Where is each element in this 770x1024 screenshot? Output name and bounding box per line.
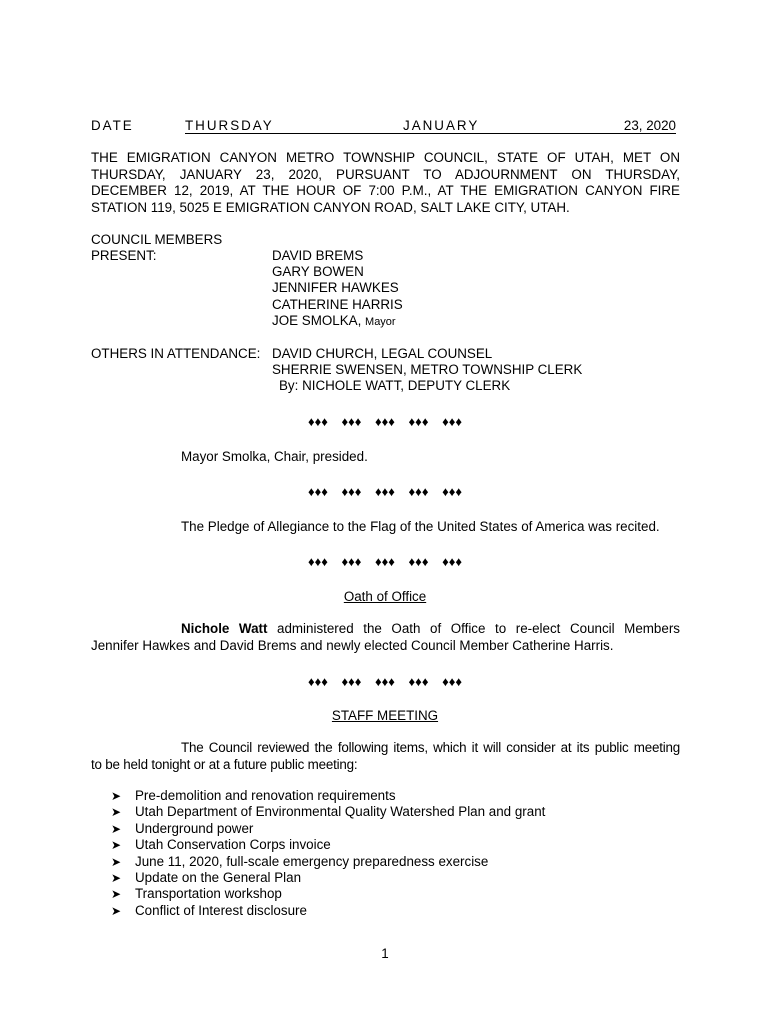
- oath-line1-rest: administered the Oath of Office to re-elect Council Members: [277, 621, 680, 636]
- oath-line2: Jennifer Hawkes and David Brems and newly elected Council Member Catherine Harris.: [91, 637, 614, 653]
- arrow-bullet-icon: ➤: [111, 805, 122, 820]
- mayor-suffix: Mayor: [365, 316, 396, 328]
- others-label: OTHERS IN ATTENDANCE:: [91, 346, 261, 361]
- arrow-bullet-icon: ➤: [111, 789, 122, 803]
- council-member: JOE SMOLKA,: [272, 313, 362, 328]
- list-item-text: June 11, 2020, full-scale emergency preparedness exercise: [135, 853, 489, 869]
- list-item-text: Transportation workshop: [135, 886, 282, 902]
- list-item: [111, 788, 545, 804]
- staff-paragraph: [91, 740, 680, 773]
- council-label-line1: COUNCIL MEMBERS: [91, 232, 223, 247]
- arrow-bullet-icon: ➤: [111, 903, 122, 918]
- date-underline: [185, 133, 676, 134]
- council-member: DAVID BREMS: [272, 248, 364, 263]
- pledge-text: The Pledge of Allegiance to the Flag of the United States of America was recited.: [181, 519, 660, 534]
- staff-heading: STAFF MEETING: [331, 708, 439, 723]
- date-month: JANUARY: [403, 118, 480, 133]
- separator-diamonds: ♦♦♦ ♦♦♦ ♦♦♦ ♦♦♦ ♦♦♦: [308, 484, 462, 499]
- council-member: CATHERINE HARRIS: [272, 297, 403, 312]
- list-item-text: Utah Conservation Corps invoice: [135, 837, 331, 853]
- oath-paragraph: [91, 621, 680, 654]
- intro-line: THE EMIGRATION CANYON METRO TOWNSHIP COUNCIL, STATE OF UTAH, MET ON: [91, 150, 680, 165]
- arrow-bullet-icon: ➤: [111, 887, 122, 902]
- list-item: [111, 854, 545, 870]
- council-member: GARY BOWEN: [272, 264, 364, 279]
- separator-diamonds: ♦♦♦ ♦♦♦ ♦♦♦ ♦♦♦ ♦♦♦: [308, 554, 462, 569]
- separator-diamonds: ♦♦♦ ♦♦♦ ♦♦♦ ♦♦♦ ♦♦♦: [308, 674, 462, 689]
- intro-paragraph: [91, 150, 680, 216]
- council-member-mayor: [272, 313, 396, 330]
- arrow-bullet-icon: ➤: [111, 821, 122, 836]
- others-line: By: NICHOLE WATT, DEPUTY CLERK: [279, 378, 511, 393]
- oath-bold-name: Nichole Watt: [181, 621, 268, 636]
- list-item-text: Underground power: [135, 820, 254, 836]
- intro-line: STATION 119, 5025 E EMIGRATION CANYON ROAD, SALT LAKE CITY, UTAH.: [91, 199, 570, 215]
- list-item-text: Conflict of Interest disclosure: [135, 902, 307, 918]
- council-member: JENNIFER HAWKES: [272, 280, 399, 295]
- page-number: 1: [381, 946, 389, 961]
- date-day-year: 23, 2020: [623, 118, 676, 133]
- council-label-line2: PRESENT:: [91, 248, 157, 263]
- list-item: [111, 870, 545, 886]
- arrow-bullet-icon: ➤: [111, 870, 122, 885]
- others-line: SHERRIE SWENSEN, METRO TOWNSHIP CLERK: [272, 362, 583, 377]
- others-line: DAVID CHURCH, LEGAL COUNSEL: [272, 346, 493, 361]
- intro-line: THURSDAY, JANUARY 23, 2020, PURSUANT TO ADJOURNMENT ON THURSDAY,: [91, 166, 680, 182]
- staff-line1: The Council reviewed the following items, which it will consider at its public meeting: [181, 740, 680, 755]
- arrow-bullet-icon: ➤: [111, 854, 122, 869]
- date-day: THURSDAY: [185, 118, 274, 133]
- list-item: [111, 804, 545, 820]
- intro-line: DECEMBER 12, 2019, AT THE HOUR OF 7:00 P.M., AT THE EMIGRATION CANYON FIRE: [91, 183, 680, 198]
- arrow-bullet-icon: ➤: [111, 838, 122, 853]
- list-item-text: Update on the General Plan: [135, 869, 302, 885]
- list-item: [111, 903, 545, 919]
- separator-diamonds: ♦♦♦ ♦♦♦ ♦♦♦ ♦♦♦ ♦♦♦: [308, 414, 462, 429]
- list-item: [111, 886, 545, 902]
- list-item: [111, 821, 545, 837]
- list-item: [111, 837, 545, 853]
- oath-heading: Oath of Office: [343, 589, 427, 604]
- staff-line2: to be held tonight or at a future public meeting:: [91, 756, 358, 772]
- oath-line1: [91, 621, 680, 638]
- list-item-text: Utah Department of Environmental Quality Watershed Plan and grant: [135, 804, 546, 820]
- list-item-text: Pre-demolition and renovation requirements: [135, 788, 396, 803]
- presided-text: Mayor Smolka, Chair, presided.: [181, 449, 368, 464]
- date-label: DATE: [91, 118, 134, 133]
- staff-items-list: [111, 788, 545, 919]
- date-line: [91, 118, 676, 136]
